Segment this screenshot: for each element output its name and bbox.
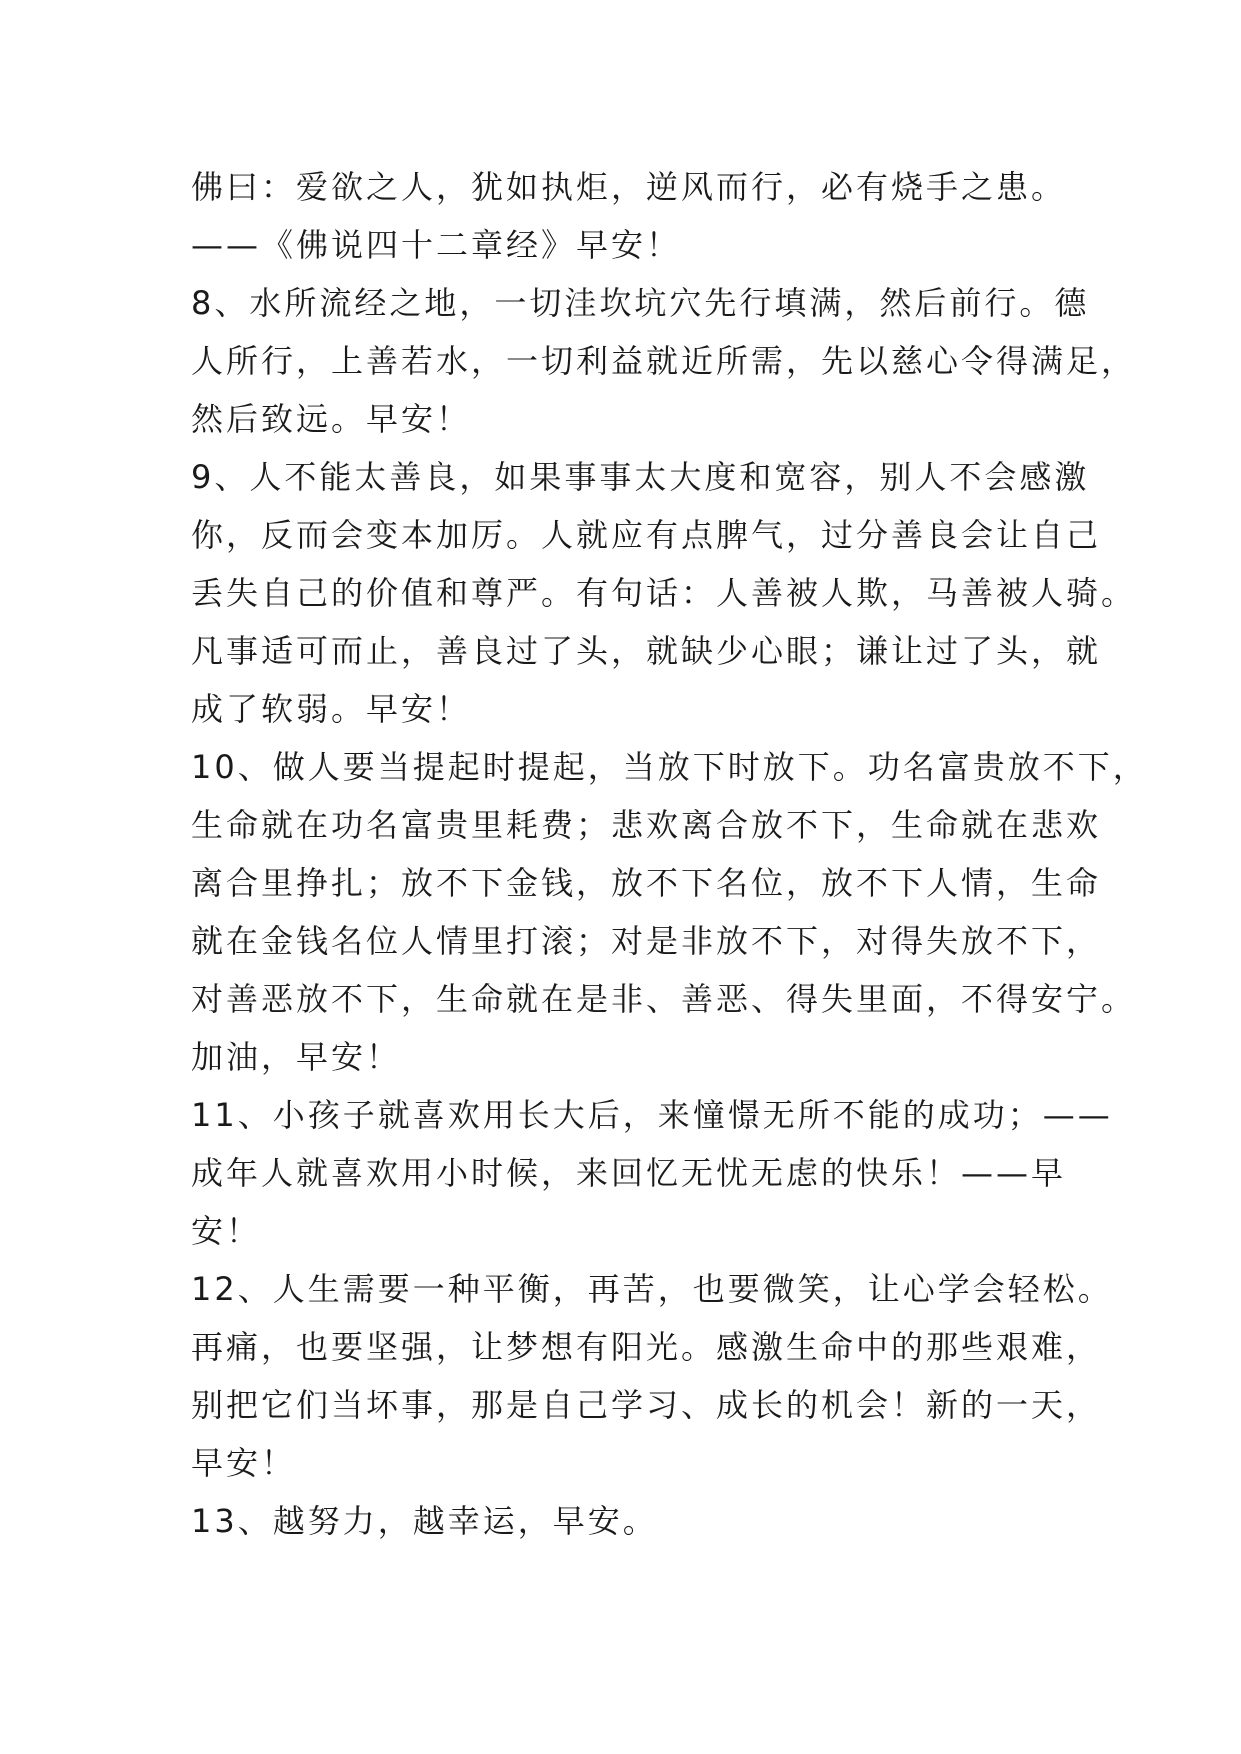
text-line: 安！ [191, 1212, 262, 1250]
text-line: 11、小孩子就喜欢用长大后，来憧憬无所不能的成功；—— [191, 1096, 1113, 1134]
text-line: 凡事适可而止，善良过了头，就缺少心眼；谦让过了头，就 [191, 632, 1102, 670]
text-line: 成年人就喜欢用小时候，来回忆无忧无虑的快乐！——早 [191, 1154, 1067, 1192]
text-line: 你，反而会变本加厉。人就应有点脾气，过分善良会让自己 [191, 516, 1102, 554]
text-line: 8、水所流经之地，一切洼坎坑穴先行填满，然后前行。德 [191, 284, 1090, 322]
text-line: 再痛，也要坚强，让梦想有阳光。感激生命中的那些艰难， [191, 1328, 1102, 1366]
text-line: 早安！ [191, 1444, 297, 1482]
text-line: 9、人不能太善良，如果事事太大度和宽容，别人不会感激 [191, 458, 1090, 496]
text-line: 就在金钱名位人情里打滚；对是非放不下，对得失放不下， [191, 922, 1102, 960]
text-line: 成了软弱。早安！ [191, 690, 472, 728]
text-line: 然后致远。早安！ [191, 400, 472, 438]
text-line: 13、越努力，越幸运，早安。 [191, 1502, 658, 1540]
body-text [191, 158, 1148, 1550]
text-line: 丢失自己的价值和尊严。有句话：人善被人欺，马善被人骑。 [191, 574, 1137, 612]
text-line: 10、做人要当提起时提起，当放下时放下。功名富贵放不下， [191, 748, 1148, 786]
text-line: 12、人生需要一种平衡，再苦，也要微笑，让心学会轻松。 [191, 1270, 1113, 1308]
text-line: 加油，早安！ [191, 1038, 402, 1076]
text-line: 生命就在功名富贵里耗费；悲欢离合放不下，生命就在悲欢 [191, 806, 1102, 844]
text-line: 佛曰：爱欲之人，犹如执炬，逆风而行，必有烧手之患。 [191, 168, 1067, 206]
text-line: 对善恶放不下，生命就在是非、善恶、得失里面，不得安宁。 [191, 980, 1137, 1018]
text-line: 别把它们当坏事，那是自己学习、成长的机会！新的一天， [191, 1386, 1102, 1424]
text-line: ——《佛说四十二章经》早安！ [191, 226, 682, 264]
text-line: 人所行，上善若水，一切利益就近所需，先以慈心令得满足， [191, 342, 1137, 380]
text-line: 离合里挣扎；放不下金钱，放不下名位，放不下人情，生命 [191, 864, 1102, 902]
